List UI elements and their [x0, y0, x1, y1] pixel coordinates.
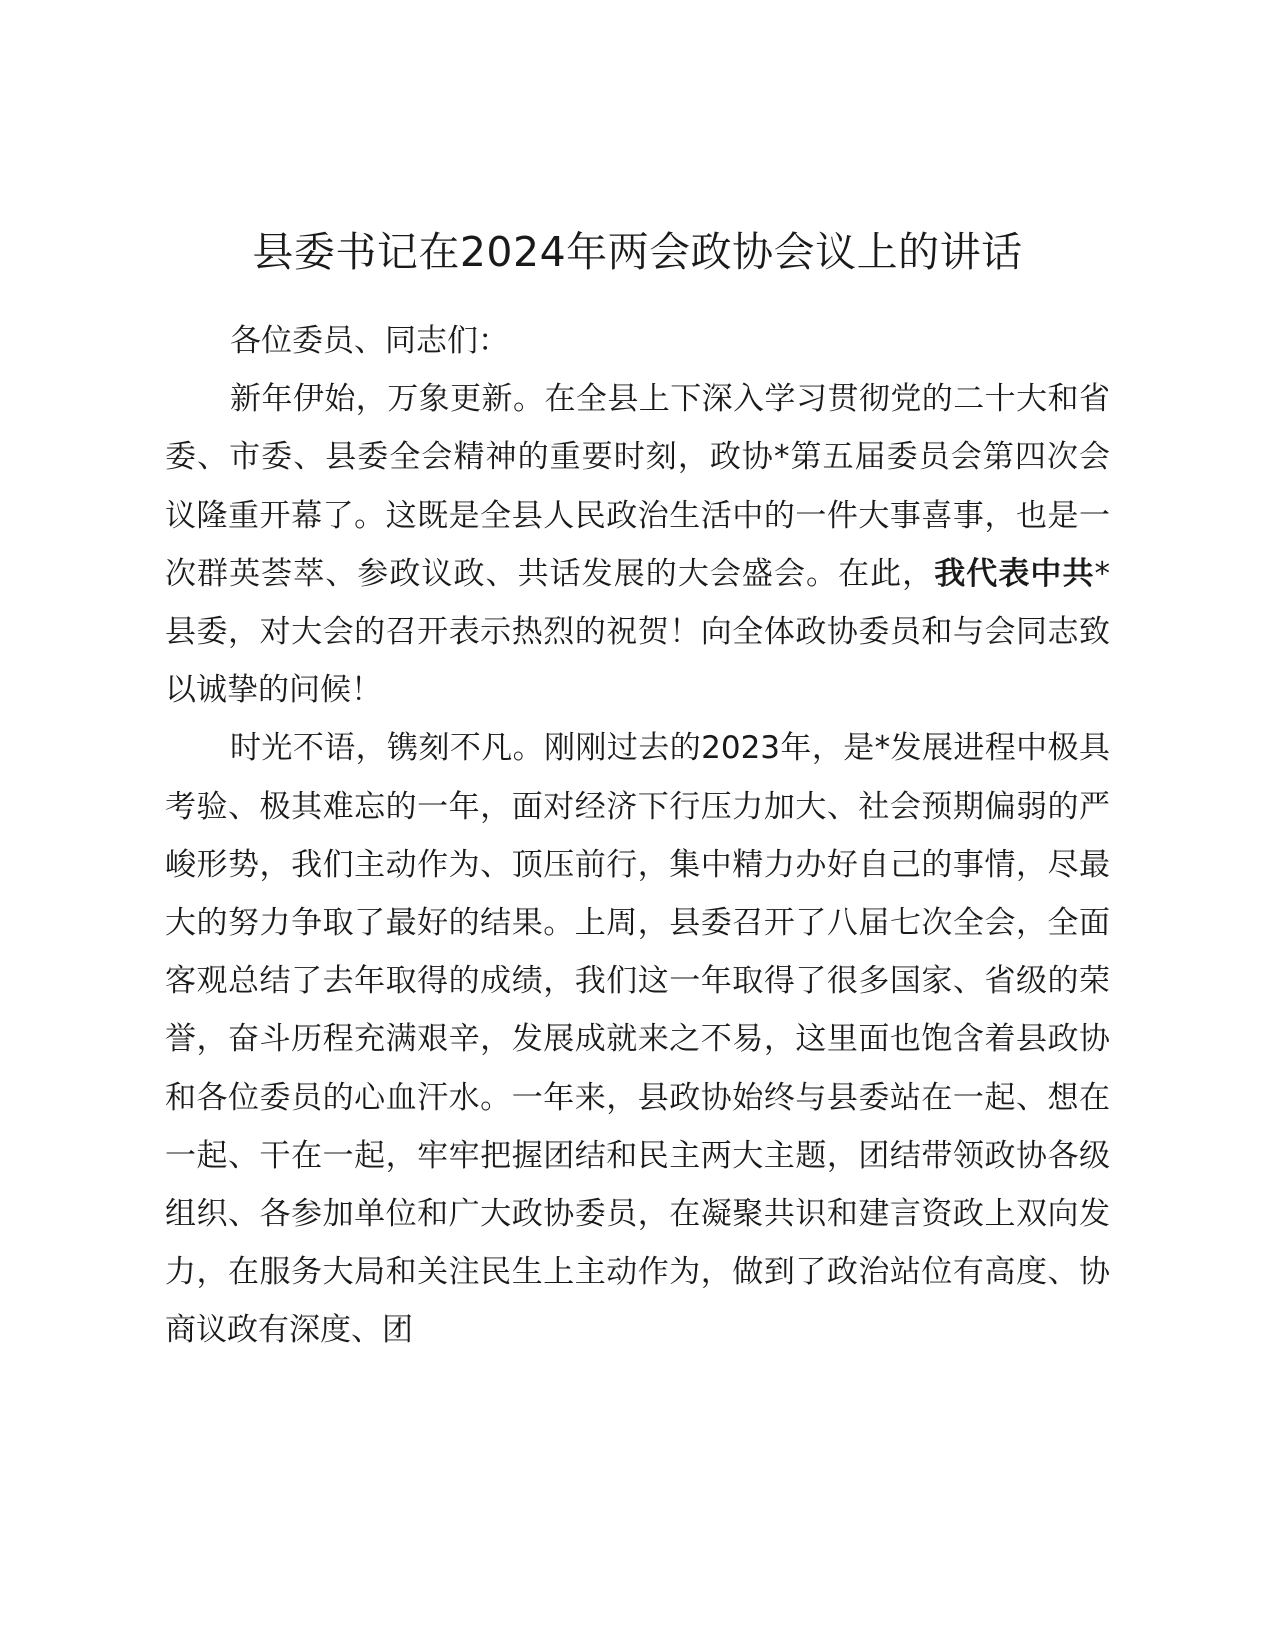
paragraph-opening-emphasis: 我代表中共: [934, 555, 1095, 592]
salutation: 各位委员、同志们：: [230, 323, 509, 359]
paragraph-opening-text-1: 新年伊始，万象更新。在全县上下深入学习贯彻党的二十大和省委、市委、县委全会精神的重要时刻，政协*第五届委员会第四次会议隆重开幕了。这既是全县人民政治生活中的一件大事喜事，也是一次群英荟萃、参政议政、共话发展的大会盛会。在此，: [165, 381, 1110, 592]
document-body: [165, 312, 1110, 1360]
paragraph-review: 时光不语，镌刻不凡。刚刚过去的2023年，是*发展进程中极具考验、极其难忘的一年，面对经济下行压力加大、社会预期偏弱的严峻形势，我们主动作为、顶压前行，集中精力办好自己的事情，尽最大的努力争取了最好的结果。上周，县委召开了八届七次全会，全面客观总结了去年取得的成绩，我们这一年取得了很多国家、省级的荣誉，奋斗历程充满艰辛，发展成就来之不易，这里面也饱含着县政协和各位委员的心血汗水。一年来，县政协始终与县委站在一起、想在一起、干在一起，牢牢把握团结和民主两大主题，团结带领政协各级组织、各参加单位和广大政协委员，在凝聚共识和建言资政上双向发力，在服务大局和关注民生上主动作为，做到了政治站位有高度、协商议政有深度、团: [165, 730, 1110, 1349]
paragraph-opening: [165, 370, 1110, 719]
page-title: 县委书记在2024年两会政协会议上的讲话: [252, 228, 1023, 276]
paragraph-opening-text-2: *县委，对大会的召开表示热烈的祝贺！向全体政协委员和与会同志致以诚挚的问候！: [165, 555, 1111, 709]
